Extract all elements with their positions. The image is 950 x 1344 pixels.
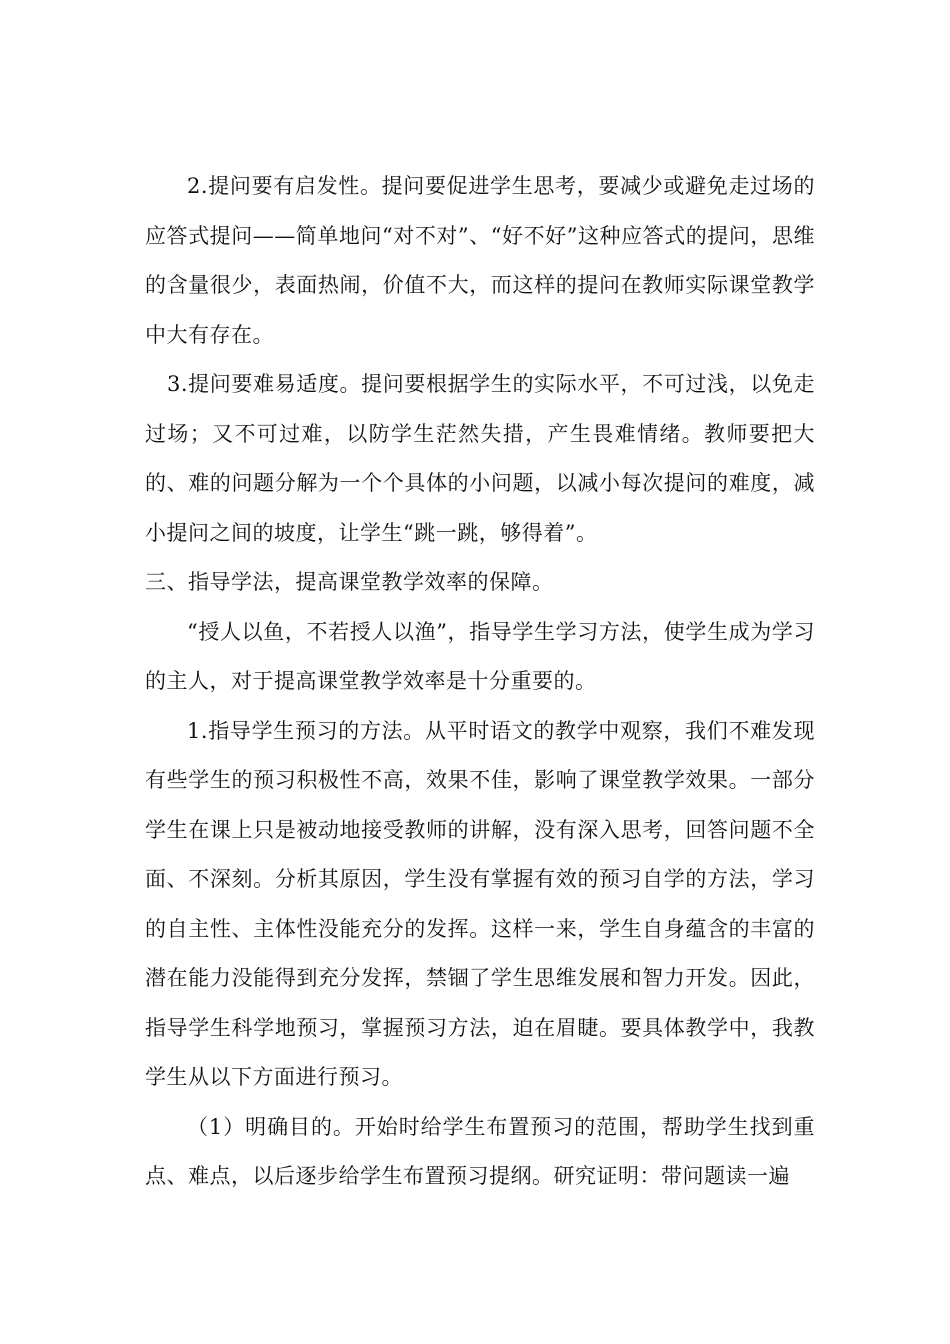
paragraph-questioning-difficulty: 3.提问要难易适度。提问要根据学生的实际水平，不可过浅，以免走过场；又不可过难，以防学生茫然失措，产生畏难情绪。教师要把大的、难的问题分解为一个个具体的小问题，以减小每次提问的难度，减小提问之间的坡度，让学生“跳一跳，够得着”。: [145, 372, 815, 545]
paragraph-preview-methods: 1.指导学生预习的方法。从平时语文的教学中观察，我们不难发现有些学生的预习积极性不高，效果不佳，影响了课堂教学效果。一部分学生在课上只是被动地接受教师的讲解，没有深入思考，回答问题不全面、不深刻。分析其原因，学生没有掌握有效的预习自学的方法，学习的自主性、主体性没能充分的发挥。这样一来，学生自身蕴含的丰富的潜在能力没能得到充分发挥，禁锢了学生思维发展和智力开发。因此，指导学生科学地预习，掌握预习方法，迫在眉睫。要具体教学中，我教学生从以下方面进行预习。: [145, 718, 815, 1089]
body-text: [145, 162, 815, 1202]
paragraph-teach-to-fish: “授人以鱼，不若授人以渔”，指导学生学习方法，使学生成为学习的主人，对于提高课堂教学效率是十分重要的。: [145, 619, 815, 693]
section-heading-study-methods: 三、指导学法，提高课堂教学效率的保障。: [145, 570, 554, 594]
paragraph-questioning-inspiring: 2.提问要有启发性。提问要促进学生思考，要减少或避免走过场的应答式提问——简单地问“对不对”、“好不好”这种应答式的提问，思维的含量很少，表面热闹，价值不大，而这样的提问在教师实际课堂教学中大有存在。: [145, 174, 815, 347]
paragraph-clear-goals: （1）明确目的。开始时给学生布置预习的范围，帮助学生找到重点、难点，以后逐步给学生布置预习提纲。研究证明：带问题读一遍: [145, 1114, 815, 1188]
